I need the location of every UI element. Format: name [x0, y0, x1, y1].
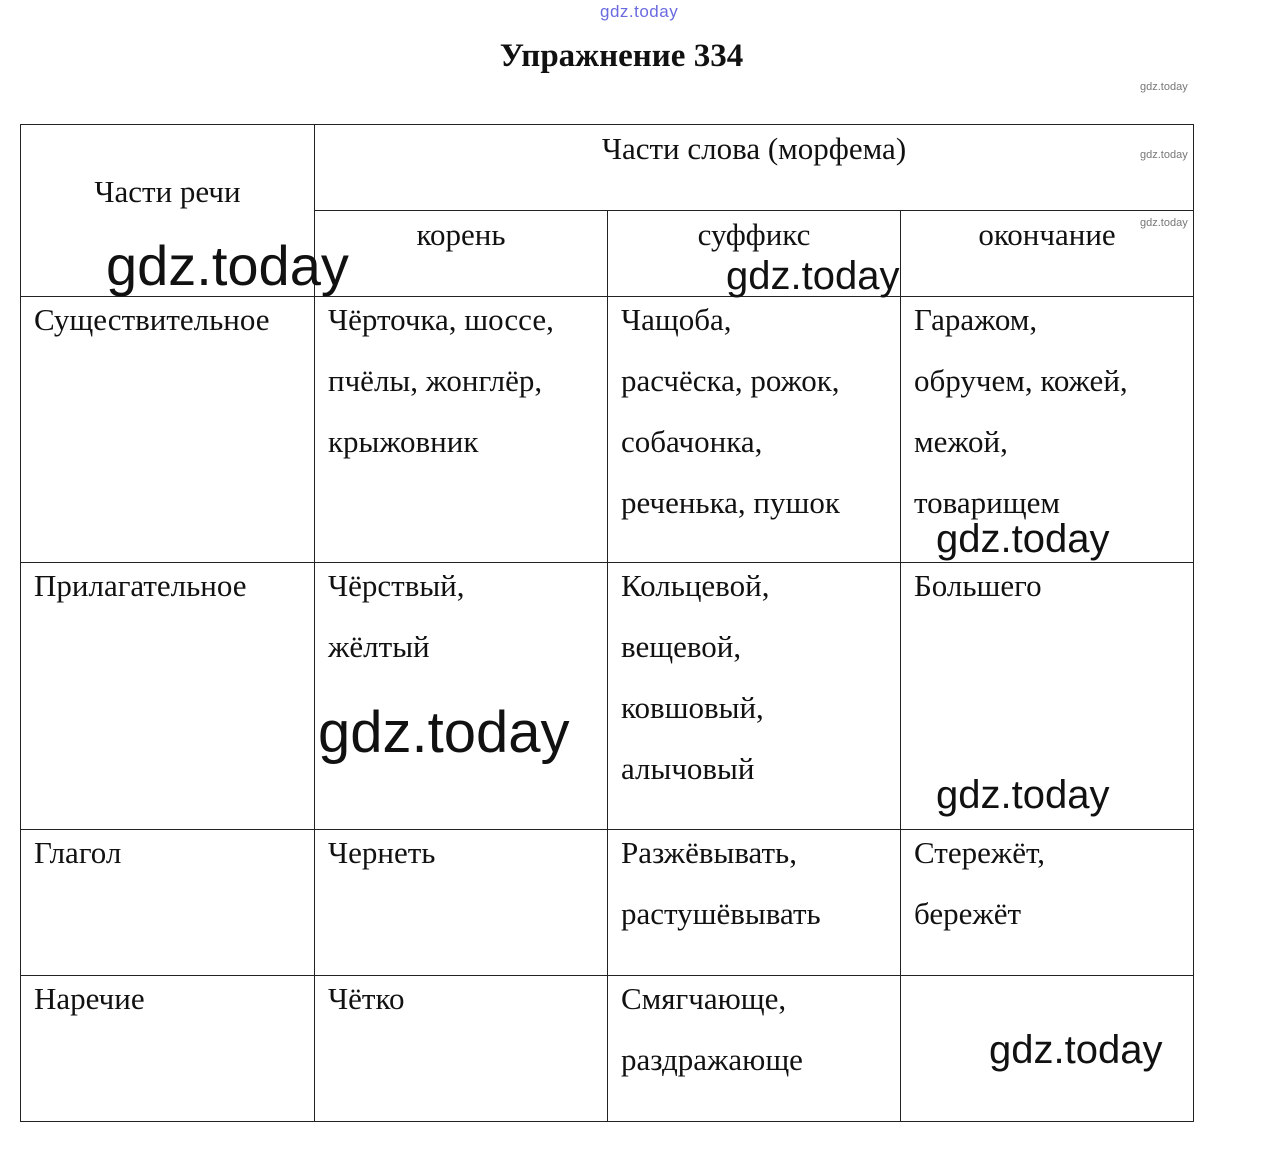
- watermark-large: gdz.today: [726, 254, 900, 298]
- header-root: корень: [315, 211, 608, 297]
- root-cell: Чётко: [315, 976, 608, 1122]
- watermark-large: gdz.today: [106, 234, 349, 297]
- header-morpheme-group: Части слова (морфема): [315, 125, 1194, 211]
- root-cell: Чёрточка, шоссе, пчёлы, жонглёр, крыжовник: [315, 297, 608, 563]
- watermark-small: gdz.today: [1140, 217, 1188, 229]
- watermark-large: gdz.today: [989, 1028, 1163, 1072]
- watermark-large: gdz.today: [936, 773, 1110, 817]
- ending-cell: Стережёт, бережёт: [901, 830, 1194, 976]
- page-title: Упражнение 334: [499, 38, 744, 74]
- watermark-small: gdz.today: [1140, 149, 1188, 161]
- suffix-cell: Разжёвывать, растушёвывать: [608, 830, 901, 976]
- suffix-cell: Чащоба, расчёска, рожок, собачонка, реченька, пушок: [608, 297, 901, 563]
- watermark-large: gdz.today: [318, 700, 570, 765]
- ending-cell: Гаражом, обручем, кожей, межой, товарищем: [901, 297, 1194, 563]
- ending-cell: Большего: [901, 563, 1194, 830]
- header-parts-of-speech: Части речи: [21, 125, 315, 297]
- watermark-small: gdz.today: [1140, 81, 1188, 93]
- root-cell: Чернеть: [315, 830, 608, 976]
- watermark-top: gdz.today: [600, 2, 679, 21]
- header-suffix: суффикс: [608, 211, 901, 297]
- suffix-cell: Смягчающе, раздражающе: [608, 976, 901, 1122]
- pos-cell: Прилагательное: [21, 563, 315, 830]
- pos-cell: Глагол: [21, 830, 315, 976]
- pos-cell: Существительное: [21, 297, 315, 563]
- table-row: [21, 830, 1194, 976]
- watermark-large: gdz.today: [936, 517, 1110, 561]
- root-cell: Чёрствый, жёлтый: [315, 563, 608, 830]
- header-ending: окончание: [901, 211, 1194, 297]
- pos-cell: Наречие: [21, 976, 315, 1122]
- suffix-cell: Кольцевой, вещевой, ковшовый, алычовый: [608, 563, 901, 830]
